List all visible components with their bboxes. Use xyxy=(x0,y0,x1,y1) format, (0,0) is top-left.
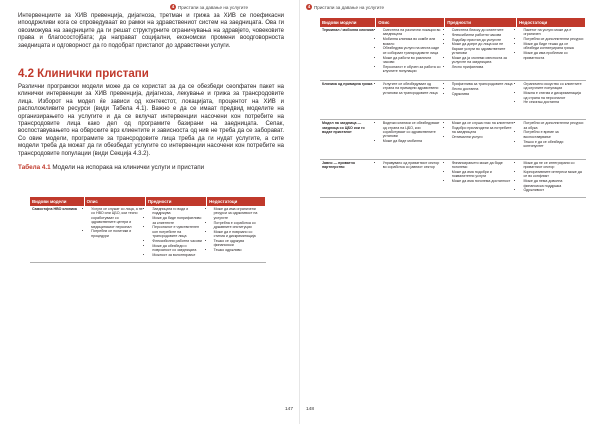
disadvantages-bullet: • Тешко одржливо xyxy=(214,248,264,252)
disadvantages-list xyxy=(209,207,264,253)
table-header-row xyxy=(30,197,266,206)
page-number: 148 xyxy=(306,407,315,412)
table-header-row xyxy=(320,18,586,27)
model-name-cell: Модел на заедница — заедница со ЦБО кои го водат пристапот xyxy=(320,120,376,160)
disadvantages-bullet: • Може да нема доволна финансиска поддршка xyxy=(523,179,583,188)
description-bullet: • Водечки клиники се обезбедуваат од страна на ЦБО, кои соработуваат со здравствените установи xyxy=(383,121,443,139)
table-caption xyxy=(18,164,204,171)
description-bullet: • Услуги се служат со лица, а не со НВО или ЦБО, кои тесно соработуваат со здравствените центри и медицинскиот персонал xyxy=(91,207,143,229)
advantages-bullet: • Може да допре до лица кои не бараат услуги во здравствените установи xyxy=(452,42,515,55)
model-name-cell: Самостојна НВО клиника xyxy=(30,206,84,262)
table-header-cell: Опис xyxy=(84,197,145,206)
right-page xyxy=(300,0,600,424)
table-caption-text: Модели на испорака на клинички услуги и пристапи xyxy=(52,164,205,171)
advantages-cell xyxy=(445,27,517,81)
table-row xyxy=(320,27,586,81)
table-caption-label: Табела 4.1 xyxy=(18,164,51,171)
description-bullet: • Мобилна клиника во комбе или возило xyxy=(383,37,443,46)
intro-paragraph: Интервенциите за ХИВ превенција, дијагноза, третман и грижа за ХИВ се поефикасни ипоодржливи кога се спроведуваат во рамки на здравствениот систем на заедницата. Ова ги овозможува на заедниците да ги решат структурните ограничувања на здравјето, човековите права и благосостојбата; да направат социјални, економски промени воодговорноста заедницата и одговорност да го подобрат пристапот до здравствени услуги. xyxy=(18,13,284,49)
disadvantages-list xyxy=(518,82,583,105)
running-head-text: Пристапи за давање на услугите xyxy=(178,4,249,10)
description-list xyxy=(378,161,443,170)
advantages-bullet: • Може да биде поприфатливо за клиентите xyxy=(152,216,204,225)
advantages-bullet: • Финансирањето може да биде поголемо xyxy=(452,161,515,170)
service-model-table-right xyxy=(320,18,586,198)
section-paragraph: Различни програмски модели може да се користат за да се обезбеди сеопфатен пакет на клинички интервенции за ХИВ превенција, дијагноза, лекување и грижа за трансродовите лица. Изборот на модел ќе зависи од контекстот, локацијата, процентот на ХИВ и расположливите ресурси (види Табела 4.1). Важно е да се имаат предвид моделите на организирањето на услугите и да се вклучат интервенции насочени кон потребите на трансродовите лица како дел од програмите базирани на заедницата. Сепак, воспоставувањето на обврските врз клиентите и зависноста од нив не треба да се заборават. Со овие модели, програмите за трансродовите лица треба да ги нудат услугите, а сите модели треба да можат да ги обезбедат услугите со интервенции насочени кон потребите на трансродовите популации (види Секција 4.3.2). xyxy=(18,84,284,157)
table-row xyxy=(320,120,586,160)
table-header-cell: Видови модели xyxy=(30,197,84,206)
advantages-bullet: • Може да има подобри и поквалитетни услуги xyxy=(452,170,515,179)
disadvantages-bullet: • Потребни се дополнителни ресурси за обука xyxy=(523,121,583,130)
advantages-list xyxy=(447,28,515,70)
description-cell xyxy=(376,159,445,197)
advantages-cell xyxy=(145,206,206,262)
advantages-list xyxy=(147,207,204,257)
disadvantages-bullet: • Може да е поврзано со стигма и дискриминација xyxy=(214,230,264,239)
description-cell xyxy=(84,206,145,262)
disadvantages-list xyxy=(518,161,583,193)
disadvantages-bullet: • Тешко се одржува финансиски xyxy=(214,239,264,248)
disadvantages-bullet: • Потребни се дополнителни ресурси xyxy=(523,37,583,41)
table-row xyxy=(320,159,586,197)
disadvantages-bullet: • Потребно е време за воспоставување xyxy=(523,130,583,139)
disadvantages-bullet: • Тешко е да се обезбеди континуитет xyxy=(523,140,583,149)
disadvantages-bullet: • Пакетот на услуги може да е ограничен xyxy=(523,28,583,37)
description-list xyxy=(378,121,443,143)
advantages-cell xyxy=(445,120,517,160)
disadvantages-list xyxy=(518,121,583,148)
table-header-cell: Недостатоци xyxy=(207,197,266,206)
disadvantages-cell xyxy=(516,27,585,81)
advantages-bullet: • Може да има поголема достапност xyxy=(452,179,515,183)
advantages-bullet: • Може да ја зголеми свесноста за услугите на заедницата xyxy=(452,56,515,65)
table-row xyxy=(320,81,586,120)
description-list xyxy=(378,28,443,74)
disadvantages-bullet: • Можна е стигма и дискриминација од страна на персоналот xyxy=(523,91,583,100)
advantages-bullet: • Подобар пристап до услугите xyxy=(452,38,515,42)
advantages-cell xyxy=(445,81,517,120)
advantages-bullet: • Лесно достапна xyxy=(452,87,515,91)
running-head-text: Пристапи за давање на услугите xyxy=(314,4,385,10)
advantages-list xyxy=(447,161,515,184)
description-bullet: • Услугите се обезбедуваат од страна на примарни здравствени установи за трансродовите лица xyxy=(383,82,443,95)
description-list xyxy=(378,82,443,95)
disadvantages-bullet: • Одржливост xyxy=(523,188,583,192)
table-header-cell: Опис xyxy=(376,18,445,27)
advantages-bullet: • Оптимални услуги xyxy=(452,135,515,139)
advantages-bullet: • Може да обезбеди и поврзаност со заедницата xyxy=(152,244,204,253)
description-cell xyxy=(376,120,445,160)
advantages-bullet: • Флексибилни работни часови xyxy=(452,33,515,37)
table-header-cell: Недостатоци xyxy=(516,18,585,27)
service-model-table-left xyxy=(30,197,266,263)
disadvantages-bullet: • Може да биде тешко да се обезбеди континуирана грижа xyxy=(523,42,583,51)
description-bullet: • Персоналот е обучен за работа со клучните популации xyxy=(383,65,443,74)
advantages-bullet: • Може да се слуша глас на клиентите xyxy=(452,121,515,125)
model-name-cell: Терминал / мобилна клиника xyxy=(320,27,376,81)
advantages-bullet: • Заедницата го води и поддржува xyxy=(152,207,204,216)
advantages-bullet: • Лесно прифатлива xyxy=(452,65,515,69)
table-header-cell: Предности xyxy=(445,18,517,27)
advantages-bullet: • Флексибилни работни часови xyxy=(152,239,204,243)
disadvantages-cell xyxy=(207,206,266,262)
advantages-bullet: • Подобро прилагодени за потребите на заедницата xyxy=(452,126,515,135)
advantages-bullet: • Сместена блиску до клиентите xyxy=(452,28,515,32)
advantages-cell xyxy=(445,159,517,197)
disadvantages-bullet: • Не секогаш достапна xyxy=(523,100,583,104)
description-cell xyxy=(376,27,445,81)
section-title: 4.2 Клинички пристапи xyxy=(18,68,149,80)
disadvantages-cell xyxy=(516,120,585,160)
table-header-cell: Видови модели xyxy=(320,18,376,27)
description-bullet: • Обезбедува услуги на места каде се собираат трансродовите лица xyxy=(383,46,443,55)
advantages-bullet: • Можност за волонтирање xyxy=(152,253,204,257)
description-bullet: • Може да работи во различни часови xyxy=(383,56,443,65)
advantages-bullet: • Прифатлива за трансродовите лица xyxy=(452,82,515,86)
table-row xyxy=(30,206,266,262)
description-cell xyxy=(376,81,445,120)
advantages-bullet: • Одржлива xyxy=(452,92,515,96)
disadvantages-bullet: • Може да има ограничени ресурси за одржливост на услугите xyxy=(214,207,264,220)
disadvantages-bullet: • Корпоративните интереси може да се во конфликт xyxy=(523,170,583,179)
disadvantages-cell xyxy=(516,81,585,120)
description-bullet: • Потребни се политики и процедури xyxy=(91,229,143,238)
right-running-head xyxy=(306,4,384,10)
advantages-list xyxy=(447,82,515,96)
chapter-badge: 4 xyxy=(307,4,311,9)
disadvantages-list xyxy=(518,28,583,60)
model-name-cell: Клиника од примарна грижа xyxy=(320,81,376,120)
description-list xyxy=(86,207,143,238)
description-bullet: • Сместена на различни локации во заедницата xyxy=(383,28,443,37)
advantages-list xyxy=(447,121,515,139)
disadvantages-bullet: • Ограничено искуство со клиентите од клучните популации xyxy=(523,82,583,91)
disadvantages-bullet: • Потребна е соработка со државните институции xyxy=(214,221,264,230)
left-running-head xyxy=(170,4,248,10)
table-header-cell: Предности xyxy=(145,197,206,206)
description-bullet: • Управувано од приватниот сектор во соработка со јавниот сектор xyxy=(383,161,443,170)
page-number: 147 xyxy=(285,407,294,412)
chapter-badge: 4 xyxy=(171,4,175,9)
disadvantages-bullet: • Може да не се интегрирани со приватниот сектор xyxy=(523,161,583,170)
disadvantages-bullet: • Може да има проблеми со приватноста xyxy=(523,51,583,60)
description-bullet: • Може да биде мобилна xyxy=(383,139,443,143)
advantages-bullet: • Персоналот е чувствителен кон потребите на трансродовите лица xyxy=(152,225,204,238)
model-name-cell: Јавно — приватно партнерство xyxy=(320,159,376,197)
disadvantages-cell xyxy=(516,159,585,197)
